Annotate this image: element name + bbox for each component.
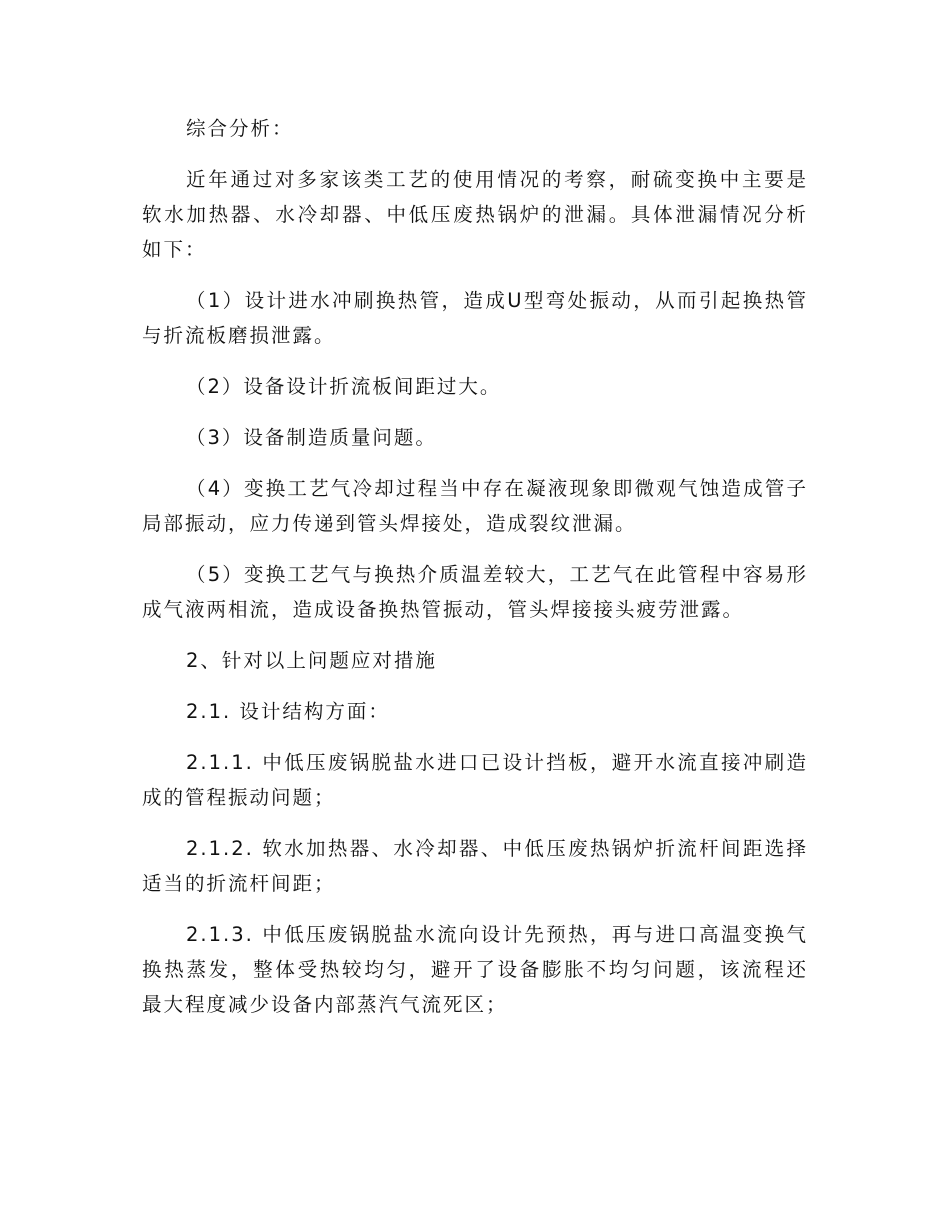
paragraph-cause-3: （3）设备制造质量问题。 (186, 426, 437, 449)
paragraph-measure-2-1-3: 2.1.3. 中低压废锅脱盐水流向设计先预热，再与进口高温变换气换热蒸发，整体受热较均匀，避开了设备膨胀不均匀问题，该流程还最大程度减少设备内部蒸汽气流死区； (142, 923, 808, 1016)
paragraph-measure-2-1-1: 2.1.1. 中低压废锅脱盐水进口已设计挡板，避开水流直接冲刷造成的管程振动问题； (142, 751, 808, 809)
paragraph-overview: 近年通过对多家该类工艺的使用情况的考察，耐硫变换中主要是软水加热器、水冷却器、中低压废热锅炉的泄漏。具体泄漏情况分析如下： (142, 168, 808, 261)
paragraph-summary-heading: 综合分析： (186, 117, 294, 140)
section-heading-measures: 2、针对以上问题应对措施 (186, 649, 437, 672)
paragraph-cause-2: （2）设备设计折流板间距过大。 (186, 375, 502, 398)
paragraph-cause-1: （1）设计进水冲刷换热管，造成U型弯处振动，从而引起换热管与折流板磨损泄露。 (142, 289, 808, 347)
document-body (142, 111, 808, 1038)
subsection-heading-design: 2.1. 设计结构方面： (186, 700, 390, 723)
paragraph-cause-4: （4）变换工艺气冷却过程当中存在凝液现象即微观气蚀造成管子局部振动，应力传递到管头焊接处，造成裂纹泄漏。 (142, 477, 808, 535)
paragraph-measure-2-1-2: 2.1.2. 软水加热器、水冷却器、中低压废热锅炉折流杆间距选择适当的折流杆间距； (142, 837, 808, 895)
paragraph-cause-5: （5）变换工艺气与换热介质温差较大，工艺气在此管程中容易形成气液两相流，造成设备换热管振动，管头焊接接头疲劳泄露。 (142, 563, 808, 621)
